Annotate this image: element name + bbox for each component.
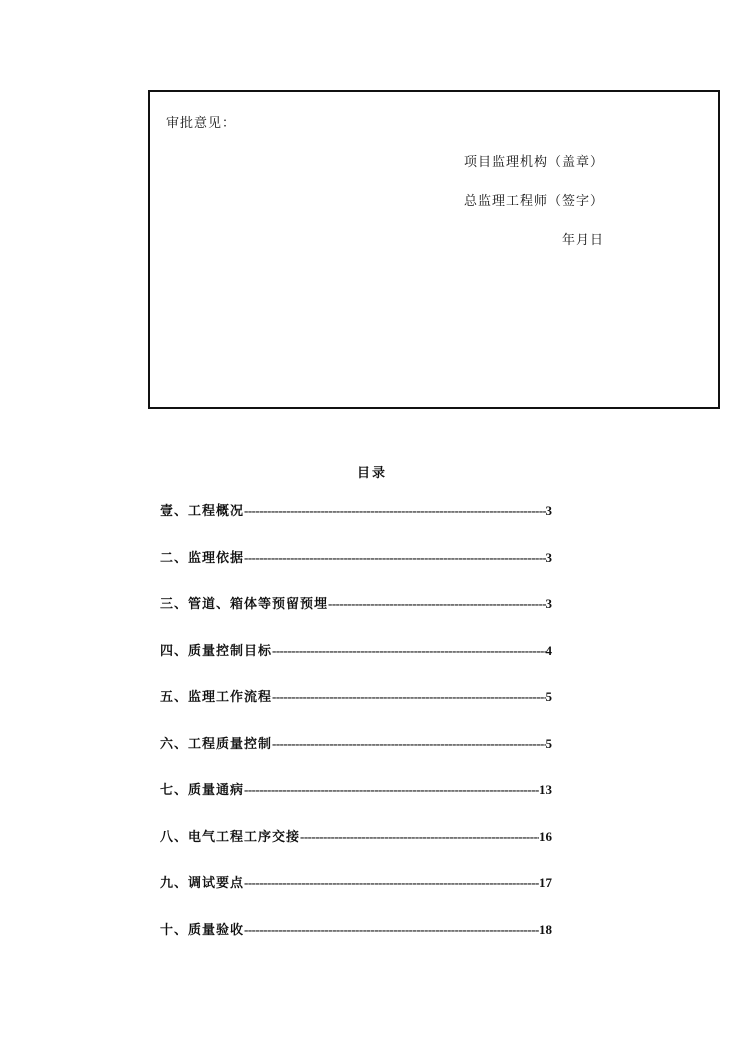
toc-entry-label: 三、管道、箱体等预留预埋	[160, 597, 329, 612]
toc-entry-page: 3	[545, 596, 552, 611]
toc-title: 目录	[356, 466, 387, 481]
toc-leader	[272, 736, 545, 752]
toc-entry-label: 九、调试要点	[160, 876, 245, 891]
toc-entry-label: 七、质量通病	[160, 783, 245, 798]
toc-entry-page: 16	[539, 828, 552, 844]
toc-entry-page: 3	[545, 549, 552, 565]
toc-entry-page: 3	[545, 503, 552, 518]
toc-entry-page: 17	[539, 875, 552, 890]
table-of-contents	[160, 500, 552, 965]
toc-entry[interactable]	[160, 919, 552, 966]
toc-entry-page: 5	[545, 735, 552, 751]
toc-leader	[244, 875, 539, 891]
date-line: 年月日	[561, 233, 604, 248]
toc-entry-label: 五、监理工作流程	[160, 690, 273, 705]
approval-box	[148, 90, 720, 409]
toc-leader	[244, 503, 545, 519]
toc-entry[interactable]	[160, 547, 552, 594]
supervision-org-seal-line: 项目监理机构（盖章）	[463, 155, 604, 170]
toc-leader	[300, 829, 539, 845]
toc-leader	[328, 596, 545, 612]
approval-opinion-label: 审批意见：	[166, 116, 237, 131]
toc-entry-page: 4	[545, 642, 552, 658]
toc-leader	[244, 922, 539, 938]
toc-entry[interactable]	[160, 826, 552, 873]
toc-entry[interactable]	[160, 593, 552, 640]
chief-engineer-signature-line: 总监理工程师（签字）	[463, 194, 604, 209]
toc-leader	[244, 550, 545, 566]
toc-leader	[272, 643, 545, 659]
toc-entry-label: 四、质量控制目标	[160, 643, 273, 659]
toc-entry[interactable]	[160, 733, 552, 780]
toc-entry-label: 壹、工程概况	[160, 504, 245, 519]
toc-entry[interactable]	[160, 872, 552, 919]
toc-entry[interactable]	[160, 640, 552, 687]
toc-entry-page: 13	[539, 782, 552, 797]
toc-entry[interactable]	[160, 779, 552, 826]
toc-entry-label: 八、电气工程工序交接	[160, 829, 301, 845]
toc-leader	[272, 689, 545, 705]
toc-entry-page: 18	[539, 921, 552, 937]
toc-entry-page: 5	[545, 689, 552, 704]
toc-entry[interactable]	[160, 500, 552, 547]
toc-entry-label: 六、工程质量控制	[160, 736, 273, 752]
toc-entry[interactable]	[160, 686, 552, 733]
toc-entry-label: 十、质量验收	[160, 922, 245, 938]
toc-entry-label: 二、监理依据	[160, 550, 245, 566]
toc-leader	[244, 782, 539, 798]
